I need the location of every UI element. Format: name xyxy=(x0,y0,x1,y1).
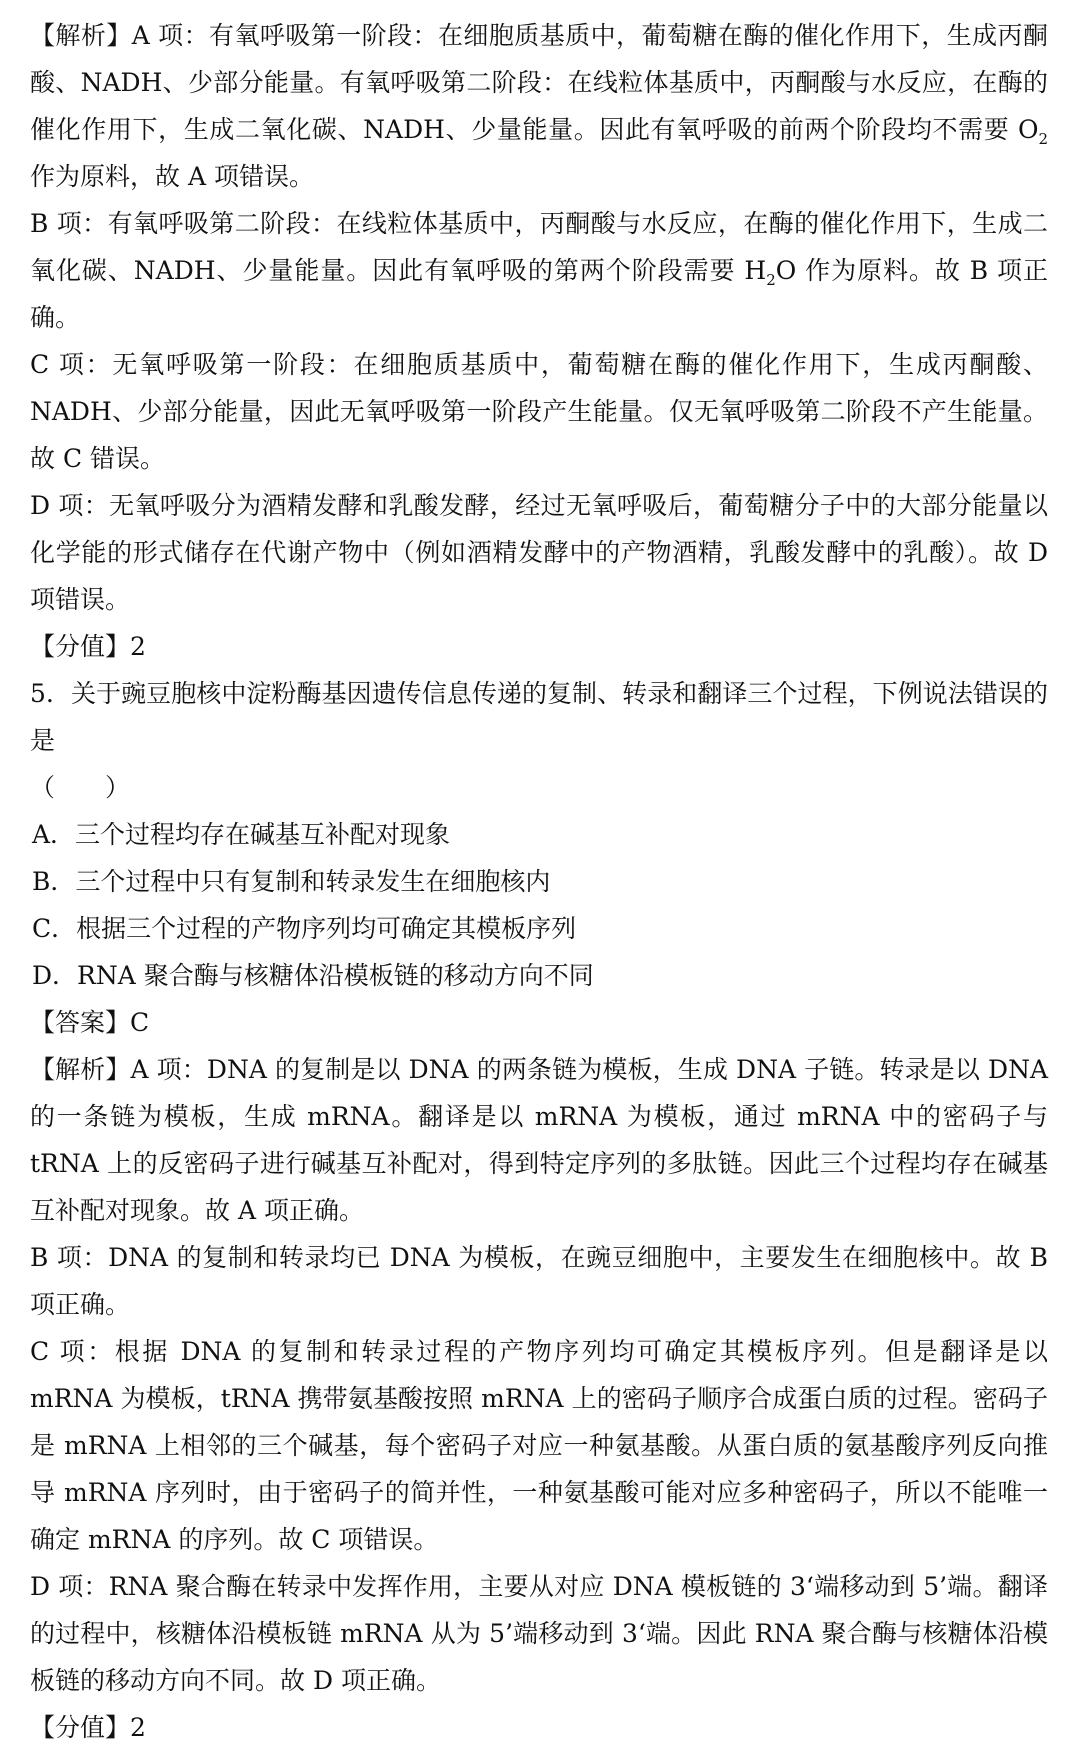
option-c: C．根据三个过程的产物序列均可确定其模板序列 xyxy=(32,914,577,943)
document-page xyxy=(30,12,1048,1751)
subscript: 2 xyxy=(1038,130,1048,148)
score-tag: 【分值】 xyxy=(30,632,131,661)
analysis1-a-tail: 作为原料，故 A 项错误。 xyxy=(30,162,314,191)
analysis1-b-tail: O 作为原料。故 B 项正确。 xyxy=(30,256,1048,332)
option-d: D．RNA 聚合酶与核糖体沿模板链的移动方向不同 xyxy=(32,961,594,990)
score-value: 2 xyxy=(130,1713,146,1742)
answer-value: C xyxy=(130,1008,150,1037)
analysis2-a-text: A 项：DNA 的复制是以 DNA 的两条链为模板，生成 DNA 子链。转录是以 DNA 的一条链为模板，生成 mRNA。翻译是以 mRNA 为模板，通过 mRNA 中的密码子与 tRNA 上的反密码子进行碱基互补配对，得到特定序列的多肽链。因此三个过程均存在碱基互补配对现象。故 A 项正确。 xyxy=(30,1055,1048,1225)
analysis2-b: B 项：DNA 的复制和转录均已 DNA 为模板，在豌豆细胞中，主要发生在细胞核中。故 B 项正确。 xyxy=(30,1243,1048,1319)
analysis1-b xyxy=(30,200,1048,341)
analysis2-a xyxy=(30,1046,1048,1234)
score-tag: 【分值】 xyxy=(30,1713,131,1742)
option-a: A．三个过程均存在碱基互补配对现象 xyxy=(32,820,451,849)
analysis-tag: 【解析】 xyxy=(30,1055,131,1084)
score1 xyxy=(30,623,1048,670)
analysis1-b-text: B 项：有氧呼吸第二阶段：在线粒体基质中，丙酮酸与水反应，在酶的催化作用下，生成二氧化碳、NADH、少量能量。因此有氧呼吸的第两个阶段需要 H xyxy=(30,209,1048,285)
analysis2-c: C 项：根据 DNA 的复制和转录过程的产物序列均可确定其模板序列。但是翻译是以 mRNA 为模板，tRNA 携带氨基酸按照 mRNA 上的密码子顺序合成蛋白质的过程。密码子是 mRNA 上相邻的三个碱基，每个密码子对应一种氨基酸。从蛋白质的氨基酸序列反向推导 mRNA 序列时，由于密码子的简并性，一种氨基酸可能对应多种密码子，所以不能唯一确定 mRNA 的序列。故 C 项错误。 xyxy=(30,1337,1048,1554)
analysis-tag: 【解析】 xyxy=(30,21,132,50)
score2 xyxy=(30,1704,1048,1751)
score-value: 2 xyxy=(130,632,146,661)
analysis2-d: D 项：RNA 聚合酶在转录中发挥作用，主要从对应 DNA 模板链的 3‘端移动到 5’端。翻译的过程中，核糖体沿模板链 mRNA 从为 5’端移动到 3‘端。因此 RNA 聚合酶与核糖体沿模板链的移动方向不同。故 D 项正确。 xyxy=(30,1572,1048,1695)
analysis1-a-text: A 项：有氧呼吸第一阶段：在细胞质基质中，葡萄糖在酶的催化作用下，生成丙酮酸、NADH、少部分能量。有氧呼吸第二阶段：在线粒体基质中，丙酮酸与水反应，在酶的催化作用下，生成二氧化碳、NADH、少量能量。因此有氧呼吸的前两个阶段均不需要 O xyxy=(30,21,1048,144)
question5-blank: （ ） xyxy=(30,773,131,802)
answer-tag: 【答案】 xyxy=(30,1008,131,1037)
question5-stem: 5．关于豌豆胞核中淀粉酶基因遗传信息传递的复制、转录和翻译三个过程，下例说法错误的是 xyxy=(30,679,1048,755)
analysis1-d: D 项：无氧呼吸分为酒精发酵和乳酸发酵，经过无氧呼吸后，葡萄糖分子中的大部分能量以化学能的形式储存在代谢产物中（例如酒精发酵中的产物酒精，乳酸发酵中的乳酸）。故 D 项错误。 xyxy=(30,491,1048,614)
subscript: 2 xyxy=(766,271,776,289)
option-b: B．三个过程中只有复制和转录发生在细胞核内 xyxy=(32,867,551,896)
analysis1-a xyxy=(30,12,1048,200)
analysis1-c: C 项：无氧呼吸第一阶段：在细胞质基质中，葡萄糖在酶的催化作用下，生成丙酮酸、NADH、少部分能量，因此无氧呼吸第一阶段产生能量。仅无氧呼吸第二阶段不产生能量。故 C 错误。 xyxy=(30,350,1048,473)
answer xyxy=(30,999,1048,1046)
